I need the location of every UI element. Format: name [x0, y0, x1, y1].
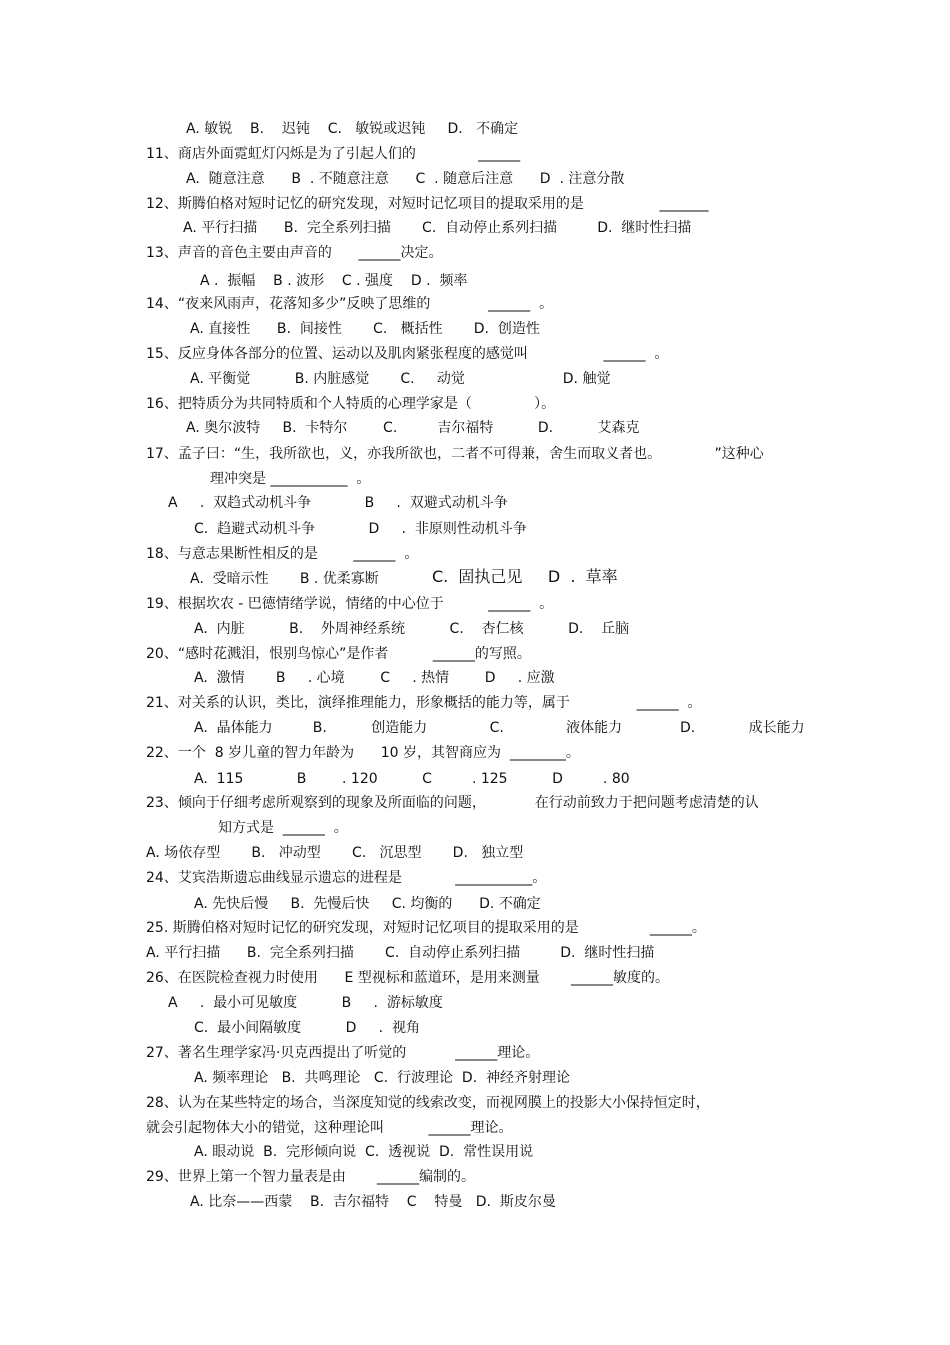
- q17-stem: 17、孟子曰：“生，我所欲也，义，亦我所欲也，二者不可得兼，舍生而取义者也。 ”这种心: [146, 446, 764, 462]
- q29-stem: 29、世界上第一个智力量表是由 ______编制的。: [146, 1169, 475, 1185]
- q27-options: A. 频率理论 B. 共鸣理论 C. 行波理论 D. 神经齐射理论: [194, 1070, 571, 1086]
- q11-options: A. 随意注意 B . 不随意注意 C . 随意后注意 D . 注意分散: [186, 171, 625, 187]
- q18-options-ab: A. 受暗示性 B . 优柔寡断: [190, 571, 379, 587]
- q13-stem: 13、声音的音色主要由声音的 ______决定。: [146, 245, 443, 261]
- q17-stem-continued: 理冲突是 ___________ 。: [210, 471, 371, 487]
- q15-options: A. 平衡觉 B. 内脏感觉 C. 动觉 D. 触觉: [190, 371, 611, 387]
- q28-options: A. 眼动说 B. 完形倾向说 C. 透视说 D. 常性误用说: [194, 1144, 534, 1160]
- q21-options: A. 晶体能力 B. 创造能力 C. 液体能力 D. 成长能力: [194, 720, 805, 736]
- q12-stem: 12、斯腾伯格对短时记忆的研究发现，对短时记忆项目的提取采用的是 _______: [146, 196, 709, 212]
- q22-options: A. 115 B . 120 C . 125 D . 80: [194, 771, 630, 787]
- q15-stem: 15、反应身体各部分的位置、运动以及肌肉紧张程度的感觉叫 ______ 。: [146, 346, 669, 362]
- q19-options: A. 内脏 B. 外周神经系统 C. 杏仁核 D. 丘脑: [194, 621, 630, 637]
- q13-options: A . 振幅 B . 波形 C . 强度 D . 频率: [200, 273, 468, 289]
- q16-options: A. 奥尔波特 B. 卡特尔 C. 吉尔福特 D. 艾森克: [186, 420, 640, 436]
- q14-options: A. 直接性 B. 间接性 C. 概括性 D. 创造性: [190, 321, 540, 337]
- q28-stem: 28、认为在某些特定的场合，当深度知觉的线索改变，而视网膜上的投影大小保持恒定时，: [146, 1095, 710, 1111]
- q26-options-row2: C. 最小间隔敏度 D . 视角: [194, 1020, 421, 1036]
- q25-options: A. 平行扫描 B. 完全系列扫描 C. 自动停止系列扫描 D. 继时性扫描: [146, 945, 655, 961]
- q23-stem: 23、倾向于仔细考虑所观察到的现象及所面临的问题， 在行动前致力于把问题考虑清楚的认: [146, 795, 759, 811]
- q25-stem: 25. 斯腾伯格对短时记忆的研究发现，对短时记忆项目的提取采用的是 ______。: [146, 920, 706, 936]
- q19-stem: 19、根据坎农 - 巴德情绪学说，情绪的中心位于 ______ 。: [146, 596, 554, 612]
- q26-options-row1: A . 最小可见敏度 B . 游标敏度: [168, 995, 443, 1011]
- q20-stem: 20、“感时花溅泪，恨别鸟惊心”是作者 ______的写照。: [146, 646, 531, 662]
- q22-stem: 22、一个 8 岁儿童的智力年龄为 10 岁，其智商应为 ________。: [146, 745, 580, 761]
- q18-stem: 18、与意志果断性相反的是 ______ 。: [146, 546, 419, 562]
- q24-options: A. 先快后慢 B. 先慢后快 C. 均衡的 D. 不确定: [194, 896, 541, 912]
- q24-stem: 24、艾宾浩斯遗忘曲线显示遗忘的进程是 ___________。: [146, 870, 547, 886]
- q10-options: A. 敏锐 B. 迟钝 C. 敏锐或迟钝 D. 不确定: [186, 121, 519, 137]
- q21-stem: 21、对关系的认识，类比，演绎推理能力，形象概括的能力等，属于 ______ 。: [146, 695, 702, 711]
- q23-stem-continued: 知方式是 ______ 。: [218, 820, 348, 836]
- q16-stem: 16、把特质分为共同特质和个人特质的心理学家是（ ）。: [146, 396, 556, 412]
- q20-options: A. 激情 B . 心境 C . 热情 D . 应激: [194, 670, 555, 686]
- q12-options: A. 平行扫描 B. 完全系列扫描 C. 自动停止系列扫描 D. 继时性扫描: [183, 220, 692, 236]
- q17-options-row1: A . 双趋式动机斗争 B . 双避式动机斗争: [168, 495, 508, 511]
- q28-stem-continued: 就会引起物体大小的错觉，这种理论叫 ______理论。: [146, 1120, 513, 1136]
- q18-options-cd: C. 固执己见 D . 草率: [432, 567, 618, 586]
- q29-options: A. 比奈——西蒙 B. 吉尔福特 C 特曼 D. 斯皮尔曼: [190, 1194, 556, 1210]
- q11-stem: 11、商店外面霓虹灯闪烁是为了引起人们的 ______: [146, 146, 521, 162]
- q27-stem: 27、著名生理学家冯·贝克西提出了听觉的 ______理论。: [146, 1045, 540, 1061]
- q17-options-row2: C. 趋避式动机斗争 D . 非原则性动机斗争: [194, 521, 527, 537]
- q23-options: A. 场依存型 B. 冲动型 C. 沉思型 D. 独立型: [146, 845, 524, 861]
- q26-stem: 26、在医院检查视力时使用 E 型视标和蓝道环，是用来测量 ______敏度的。: [146, 970, 669, 986]
- q14-stem: 14、“夜来风雨声，花落知多少”反映了思维的 ______ 。: [146, 296, 554, 312]
